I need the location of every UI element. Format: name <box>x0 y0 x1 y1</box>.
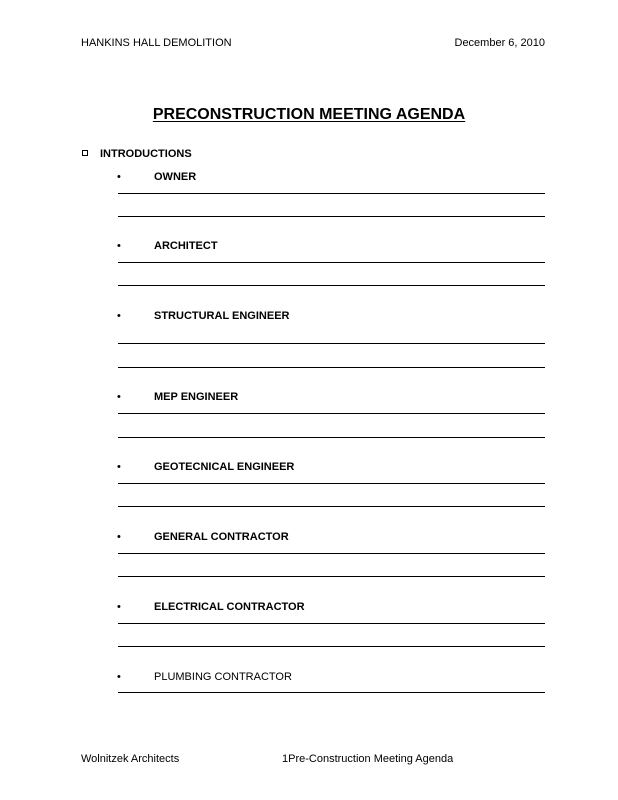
page-label: 1Pre-Construction Meeting Agenda <box>282 753 454 765</box>
fill-in-line[interactable] <box>118 367 545 368</box>
fill-in-line[interactable] <box>118 576 545 577</box>
fill-in-line[interactable] <box>118 343 545 344</box>
fill-in-line[interactable] <box>118 623 545 624</box>
fill-in-line[interactable] <box>118 437 545 438</box>
item-label: GENERAL CONTRACTOR <box>154 531 289 543</box>
fill-in-line[interactable] <box>118 413 545 414</box>
page-footer <box>81 753 545 767</box>
item-label: GEOTECNICAL ENGINEER <box>154 461 295 473</box>
item-label: PLUMBING CONTRACTOR <box>154 671 292 683</box>
fill-in-line[interactable] <box>118 262 545 263</box>
fill-in-line[interactable] <box>118 193 545 194</box>
project-name: HANKINS HALL DEMOLITION <box>81 37 232 49</box>
bullet-icon: • <box>117 671 121 683</box>
agenda-item-electrical-contractor <box>0 601 618 615</box>
section-label: INTRODUCTIONS <box>100 148 192 160</box>
agenda-item-geotecnical-engineer <box>0 461 618 475</box>
agenda-item-mep-engineer <box>0 391 618 405</box>
fill-in-line[interactable] <box>118 483 545 484</box>
item-label: ARCHITECT <box>154 240 218 252</box>
agenda-item-architect <box>0 240 618 254</box>
fill-in-line[interactable] <box>118 506 545 507</box>
fill-in-line[interactable] <box>118 692 545 693</box>
fill-in-line[interactable] <box>118 646 545 647</box>
bullet-icon: • <box>117 531 121 543</box>
agenda-item-owner <box>0 171 618 185</box>
bullet-icon: • <box>117 240 121 252</box>
item-label: ELECTRICAL CONTRACTOR <box>154 601 305 613</box>
agenda-item-general-contractor <box>0 531 618 545</box>
bullet-icon: • <box>117 461 121 473</box>
item-label: MEP ENGINEER <box>154 391 239 403</box>
page-title: PRECONSTRUCTION MEETING AGENDA <box>152 106 466 123</box>
bullet-icon: • <box>117 391 121 403</box>
company-name: Wolnitzek Architects <box>81 753 180 765</box>
bullet-icon: • <box>117 601 121 613</box>
page-header <box>81 37 545 51</box>
agenda-item-structural-engineer <box>0 310 618 324</box>
header-date: December 6, 2010 <box>454 37 545 49</box>
fill-in-line[interactable] <box>118 216 545 217</box>
bullet-icon: • <box>117 171 121 183</box>
checkbox-icon <box>82 150 88 156</box>
agenda-item-plumbing-contractor <box>0 671 618 685</box>
bullet-icon: • <box>117 310 121 322</box>
fill-in-line[interactable] <box>118 553 545 554</box>
fill-in-line[interactable] <box>118 285 545 286</box>
item-label: OWNER <box>154 171 197 183</box>
item-label: STRUCTURAL ENGINEER <box>154 310 290 322</box>
